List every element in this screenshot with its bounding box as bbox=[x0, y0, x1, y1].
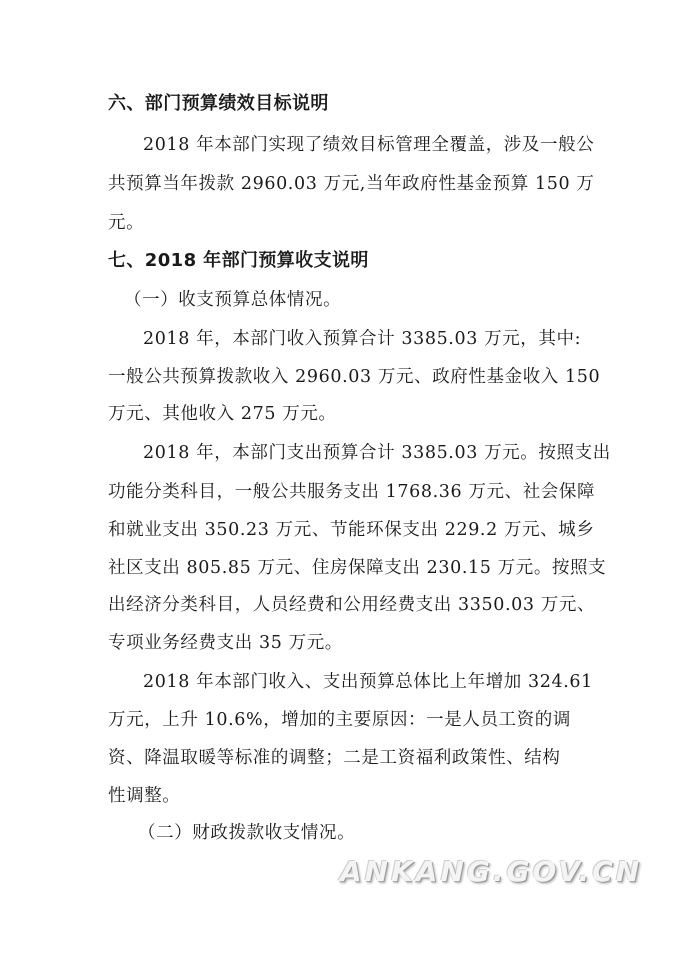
change-para-line: 万元，上升 10.6%，增加的主要原因：一是人员工资的调 bbox=[108, 710, 571, 730]
expense-para-line: 出经济分类科目，人员经费和公用经费支出 3350.03 万元、 bbox=[108, 595, 596, 615]
change-para-line: 2018 年本部门收入、支出预算总体比上年增加 324.61 bbox=[143, 672, 593, 692]
site-watermark: ANKANG.GOV.CN bbox=[340, 855, 643, 888]
expense-para-line: 功能分类科目，一般公共服务支出 1768.36 万元、社会保障 bbox=[108, 482, 596, 502]
change-para-line: 性调整。 bbox=[108, 786, 181, 806]
expense-para-line: 2018 年，本部门支出预算合计 3385.03 万元。按照支出 bbox=[143, 443, 611, 463]
expense-para-line: 专项业务经费支出 35 万元。 bbox=[108, 633, 343, 653]
section-seven-heading: 七、2018 年部门预算收支说明 bbox=[108, 250, 369, 271]
income-para-line: 2018 年，本部门收入预算合计 3385.03 万元，其中: bbox=[143, 329, 582, 349]
subsection-one-title: （一）收支预算总体情况。 bbox=[124, 290, 342, 310]
expense-para-line: 和就业支出 350.23 万元、节能环保支出 229.2 万元、城乡 bbox=[108, 520, 595, 540]
income-para-line: 一般公共预算拨款收入 2960.03 万元、政府性基金收入 150 bbox=[108, 367, 601, 387]
section-six-para-line: 2018 年本部门实现了绩效目标管理全覆盖，涉及一般公 bbox=[143, 135, 595, 155]
expense-para-line: 社区支出 805.85 万元、住房保障支出 230.15 万元。按照支 bbox=[108, 558, 607, 578]
section-six-heading: 六、部门预算绩效目标说明 bbox=[108, 93, 329, 114]
section-six-para-line: 共预算当年拨款 2960.03 万元,当年政府性基金预算 150 万 bbox=[108, 174, 595, 194]
change-para-line: 资、降温取暖等标准的调整；二是工资福利政策性、结构 bbox=[108, 748, 561, 768]
subsection-two-title: （二）财政拨款收支情况。 bbox=[138, 823, 356, 843]
section-six-para-line: 元。 bbox=[108, 213, 145, 233]
income-para-line: 万元、其他收入 275 万元。 bbox=[108, 404, 337, 424]
